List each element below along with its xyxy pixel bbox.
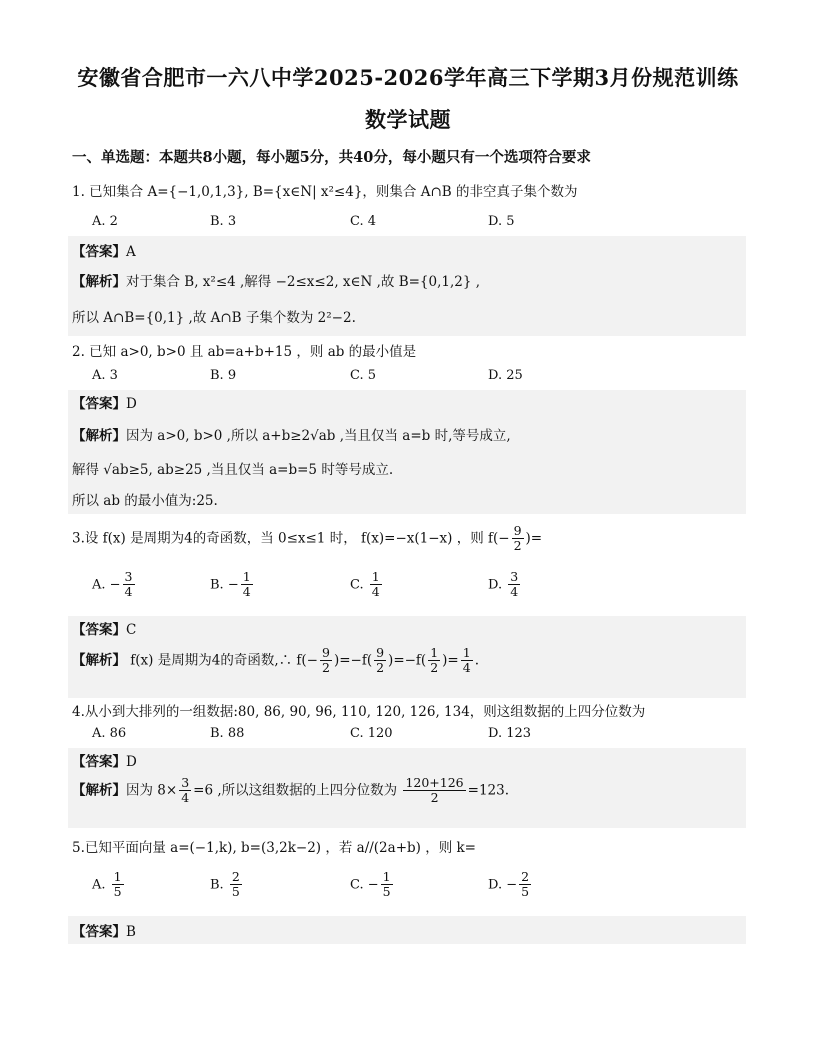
q2-answer: [72, 392, 137, 412]
q2-analysis-3: 所以 ab 的最小值为:25.: [72, 493, 218, 509]
q1-answer: [72, 240, 136, 260]
analysis-label: 【解析】: [72, 652, 126, 669]
q1-option-d: D. 5: [488, 214, 515, 229]
answer-label: 【答案】: [72, 396, 126, 412]
q1-option-b: B. 3: [210, 214, 237, 229]
q2-stem: 2. 已知 a>0, b>0 且 ab=a+b+15 ，则 ab 的最小值是: [72, 344, 417, 360]
q3-option-d: D. $\frac{3}{4}$: [488, 569, 519, 600]
q4-answer-value: D: [126, 754, 137, 770]
document-title: 安徽省合肥市一六八中学2025-2026学年高三下学期3月份规范训练: [77, 65, 739, 90]
q1-analysis-text-1: 对于集合 B, x²≤4 ,解得 −2≤x≤2, x∈N ,故 B={0,1,2} ,: [126, 274, 481, 290]
q4-option-d: D. 123: [488, 726, 532, 741]
q1-option-c: C. 4: [350, 214, 377, 229]
analysis-label: 【解析】: [72, 274, 126, 290]
q2-option-c: C. 5: [350, 368, 377, 383]
q2-analysis-2: 解得 √ab≥5, ab≥25 ,当且仅当 a=b=5 时等号成立.: [72, 462, 394, 478]
answer-label: 【答案】: [72, 622, 126, 638]
q4-answer: [72, 750, 137, 770]
q3-stem-fraction: $\frac{9}{2}$: [513, 523, 522, 554]
q5-answer-block: [68, 916, 746, 944]
q4-analysis: 【解析】因为 8× $\frac{3}{4}$ =6 ,所以这组数据的上四分位数为 $\frac{120+126}{2}$ =123.: [72, 775, 510, 806]
q5-option-b: B. $\frac{2}{5}$: [210, 869, 240, 900]
q1-stem: 1. 已知集合 A={−1,0,1,3}, B={x∈N| x²≤4}，则集合 A∩B 的非空真子集个数为: [72, 184, 578, 200]
q4-option-c: C. 120: [350, 726, 393, 741]
q2-option-b: B. 9: [210, 368, 237, 383]
q4-option-a: A. 86: [92, 726, 127, 741]
q3-answer: [72, 618, 136, 638]
q3-stem-tail: )=: [525, 530, 543, 547]
analysis-label: 【解析】: [72, 428, 126, 444]
q3-analysis: 【解析】 f(x) 是周期为4的奇函数,∴ f(− $\frac{9}{2}$ )=−f( $\frac{9}{2}$ )=−f( $\frac{1}{2}$ )= $\frac{1}{4}$ .: [72, 645, 479, 676]
q5-option-c: C. − $\frac{1}{5}$: [350, 869, 391, 900]
q3-option-c: C. $\frac{1}{4}$: [350, 569, 380, 600]
q4-option-b: B. 88: [210, 726, 245, 741]
q5-answer-value: B: [126, 924, 136, 940]
q1-option-a: A. 2: [92, 214, 118, 229]
q3-answer-value: C: [126, 622, 137, 638]
q1-answer-value: A: [126, 244, 136, 260]
section-heading: 一、单选题：本题共8小题，每小题5分，共40分，每小题只有一个选项符合要求: [72, 149, 591, 166]
q1-analysis-2: 所以 A∩B={0,1} ,故 A∩B 子集个数为 2²−2.: [72, 310, 356, 326]
answer-label: 【答案】: [72, 924, 126, 940]
answer-label: 【答案】: [72, 754, 126, 770]
q1-analysis-1: [72, 270, 480, 290]
q2-option-d: D. 25: [488, 368, 523, 383]
q2-option-a: A. 3: [92, 368, 118, 383]
q3-stem: [72, 524, 542, 554]
document-subtitle: 数学试题: [365, 107, 451, 132]
q2-answer-value: D: [126, 396, 137, 412]
q5-option-a: A. $\frac{1}{5}$: [92, 869, 122, 900]
q2-analysis-1: [72, 424, 511, 444]
q4-stem: 4.从小到大排列的一组数据:80, 86, 90, 96, 110, 120, 126, 134，则这组数据的上四分位数为: [72, 704, 646, 720]
q3-stem-text: 3.设 f(x) 是周期为4的奇函数，当 0≤x≤1 时， f(x)=−x(1−x) ，则 f(−: [72, 530, 510, 547]
answer-label: 【答案】: [72, 244, 126, 260]
q3-option-a: A. − $\frac{3}{4}$: [92, 569, 133, 600]
q5-answer: [72, 920, 136, 940]
q5-stem: 5.已知平面向量 a=(−1,k), b=(3,2k−2) ，若 a//(2a+b) ，则 k=: [72, 840, 476, 856]
q2-analysis-text-1: 因为 a>0, b>0 ,所以 a+b≥2√ab ,当且仅当 a=b 时,等号成立,: [126, 428, 511, 444]
q5-option-d: D. − $\frac{2}{5}$: [488, 869, 530, 900]
analysis-label: 【解析】: [72, 782, 126, 799]
q3-option-b: B. − $\frac{1}{4}$: [210, 569, 251, 600]
